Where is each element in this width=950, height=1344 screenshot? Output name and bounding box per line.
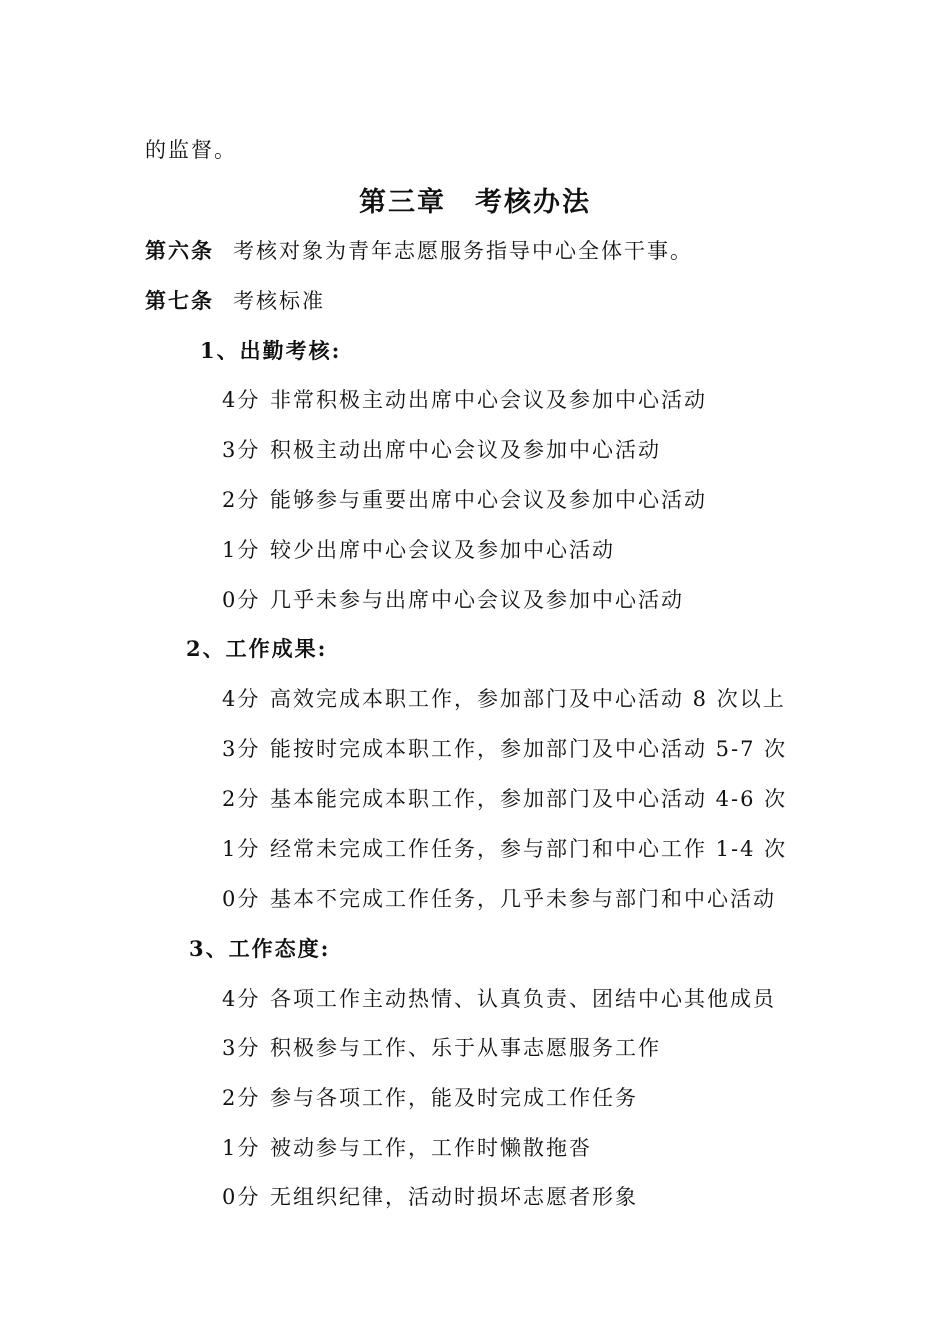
article-6-head: 第六条 xyxy=(145,238,214,263)
score-label: 4分 xyxy=(222,687,261,711)
criterion-text: 能够参与重要出席中心会议及参加中心活动 xyxy=(270,488,707,512)
list-item xyxy=(222,735,787,763)
list-item xyxy=(222,586,684,614)
criterion-text: 各项工作主动热情、认真负责、团结中心其他成员 xyxy=(270,987,776,1011)
criterion-text: 参与各项工作，能及时完成工作任务 xyxy=(270,1086,638,1110)
article-7-head: 第七条 xyxy=(145,288,214,313)
criterion-text: 经常未完成工作任务，参与部门和中心工作 1-4 次 xyxy=(270,837,788,861)
criterion-text: 高效完成本职工作，参加部门及中心活动 8 次以上 xyxy=(270,687,786,711)
chapter-title: 第三章 考核办法 xyxy=(359,187,591,218)
criterion-text: 积极主动出席中心会议及参加中心活动 xyxy=(270,438,661,462)
criterion-text: 积极参与工作、乐于从事志愿服务工作 xyxy=(270,1036,661,1060)
score-label: 1分 xyxy=(222,1136,261,1160)
score-label: 2分 xyxy=(222,488,261,512)
list-item xyxy=(222,785,787,813)
section-heading-attendance: 1、出勤考核: xyxy=(200,338,342,363)
score-label: 3分 xyxy=(222,1036,261,1060)
list-item xyxy=(222,536,615,564)
criterion-text: 无组织纪律，活动时损坏志愿者形象 xyxy=(270,1185,638,1209)
article-7 xyxy=(145,287,325,315)
article-6-text: 考核对象为青年志愿服务指导中心全体干事。 xyxy=(233,239,693,263)
list-item xyxy=(222,1183,638,1211)
list-item xyxy=(222,1134,592,1162)
list-item xyxy=(222,685,786,713)
section-heading-work-attitude: 3、工作态度: xyxy=(189,936,331,961)
score-label: 2分 xyxy=(222,787,261,811)
criterion-text: 能按时完成本职工作，参加部门及中心活动 5-7 次 xyxy=(270,737,788,761)
score-label: 2分 xyxy=(222,1086,261,1110)
list-item xyxy=(222,1084,638,1112)
list-item xyxy=(222,985,776,1013)
list-item xyxy=(222,1034,661,1062)
criterion-text: 被动参与工作，工作时懒散拖沓 xyxy=(270,1136,592,1160)
list-item xyxy=(222,885,776,913)
score-label: 4分 xyxy=(222,987,261,1011)
criterion-text: 基本不完成工作任务，几乎未参与部门和中心活动 xyxy=(270,887,776,911)
paragraph-continuation: 的监督。 xyxy=(145,138,237,162)
score-label: 4分 xyxy=(222,388,261,412)
score-label: 0分 xyxy=(222,1185,261,1209)
article-6 xyxy=(145,237,693,265)
score-label: 3分 xyxy=(222,438,261,462)
section-heading-work-results: 2、工作成果: xyxy=(186,636,328,661)
criterion-text: 非常积极主动出席中心会议及参加中心活动 xyxy=(270,388,707,412)
list-item xyxy=(222,386,707,414)
score-label: 3分 xyxy=(222,737,261,761)
criterion-text: 较少出席中心会议及参加中心活动 xyxy=(270,538,615,562)
list-item xyxy=(222,436,661,464)
score-label: 1分 xyxy=(222,538,261,562)
criterion-text: 几乎未参与出席中心会议及参加中心活动 xyxy=(270,588,684,612)
article-7-text: 考核标准 xyxy=(233,289,325,313)
score-label: 1分 xyxy=(222,837,261,861)
list-item xyxy=(222,486,707,514)
criterion-text: 基本能完成本职工作，参加部门及中心活动 4-6 次 xyxy=(270,787,788,811)
score-label: 0分 xyxy=(222,887,261,911)
score-label: 0分 xyxy=(222,588,261,612)
list-item xyxy=(222,835,787,863)
